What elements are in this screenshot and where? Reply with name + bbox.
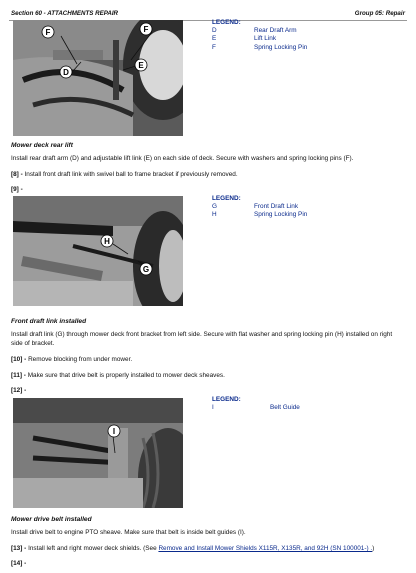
svg-text:H: H	[104, 237, 110, 246]
callout-e	[135, 59, 147, 71]
mower-shields-link[interactable]: Remove and Install Mower Shields X115R, X135R, and 92H (SN 100001-) .	[158, 545, 373, 552]
paragraph-front-install: Install draft link (G) through mower deck front bracket from left side. Secure with flat washer and spring locking pin (H) installed on right side of bracket.	[11, 331, 393, 347]
step-text: Install front draft link with swivel ball to frame bracket if previously removed.	[24, 171, 238, 178]
legend-title: LEGEND:	[212, 195, 241, 202]
legend-title: LEGEND:	[212, 396, 241, 403]
step-number: [8] -	[11, 171, 23, 178]
figure-drive-belt	[13, 398, 183, 508]
step-number: [12] -	[11, 387, 27, 394]
figure-rear-lift	[13, 20, 183, 136]
step-number: [9] -	[11, 186, 23, 193]
group-title: Group 05: Repair	[354, 10, 405, 17]
callout-h	[101, 235, 113, 247]
figure-caption: Mower drive belt installed	[11, 516, 92, 523]
step-number: [13] -	[11, 545, 27, 552]
legend-drive-belt	[212, 396, 300, 412]
step-number: [10] -	[11, 356, 27, 363]
legend-front-draft	[212, 195, 308, 220]
legend-rear-lift	[212, 19, 308, 52]
callout-g	[140, 263, 152, 275]
paragraph-rear-install: Install rear draft arm (D) and adjustable lift link (E) on each side of deck. Secure with washers and spring locking pins (F).	[11, 155, 354, 162]
step-12	[11, 386, 403, 395]
svg-text:F: F	[143, 25, 149, 34]
figure-front-draft-link	[13, 196, 183, 306]
callout-i	[108, 425, 120, 437]
drive-belt-photo	[13, 398, 183, 508]
svg-text:I: I	[112, 427, 116, 436]
step-8	[11, 170, 403, 179]
step-13	[11, 544, 403, 553]
section-title: Section 60 - ATTACHMENTS REPAIR	[11, 10, 119, 17]
step-10	[11, 355, 403, 364]
step-11	[11, 371, 403, 380]
legend-item: D Rear Draft Arm	[212, 27, 297, 35]
front-draft-photo	[13, 196, 183, 306]
step-number: [14] -	[11, 560, 27, 567]
step-9	[11, 185, 403, 194]
svg-text:E: E	[138, 61, 144, 70]
legend-item: I Belt Guide	[212, 404, 300, 412]
step-number: [11] -	[11, 372, 26, 379]
figure-caption: Front draft link installed	[11, 318, 87, 325]
paragraph-belt-install: Install drive belt to engine PTO sheave. Make sure that belt is inside belt guides (I).	[11, 529, 246, 536]
legend-item: E Lift Link	[212, 35, 277, 43]
step-text: Remove blocking from under mower.	[28, 356, 133, 363]
callout-f-left	[42, 26, 54, 38]
step-text-end: )	[372, 545, 375, 552]
callout-f-right	[140, 23, 152, 35]
svg-text:D: D	[63, 68, 69, 77]
callout-d	[60, 66, 72, 78]
legend-item: F Spring Locking Pin	[212, 43, 308, 51]
step-text: Make sure that drive belt is properly installed to mower deck sheaves.	[27, 372, 225, 379]
step-14	[11, 559, 403, 568]
legend-item: G Front Draft Link	[212, 203, 299, 211]
figure-caption: Mower deck rear lift	[11, 142, 73, 149]
legend-title: LEGEND:	[212, 19, 241, 26]
svg-text:F: F	[45, 28, 51, 37]
rear-lift-photo	[13, 20, 183, 136]
legend-item: H Spring Locking Pin	[212, 211, 308, 219]
svg-text:G: G	[142, 265, 150, 274]
step-text: Install left and right mower deck shields. (See	[28, 545, 157, 552]
